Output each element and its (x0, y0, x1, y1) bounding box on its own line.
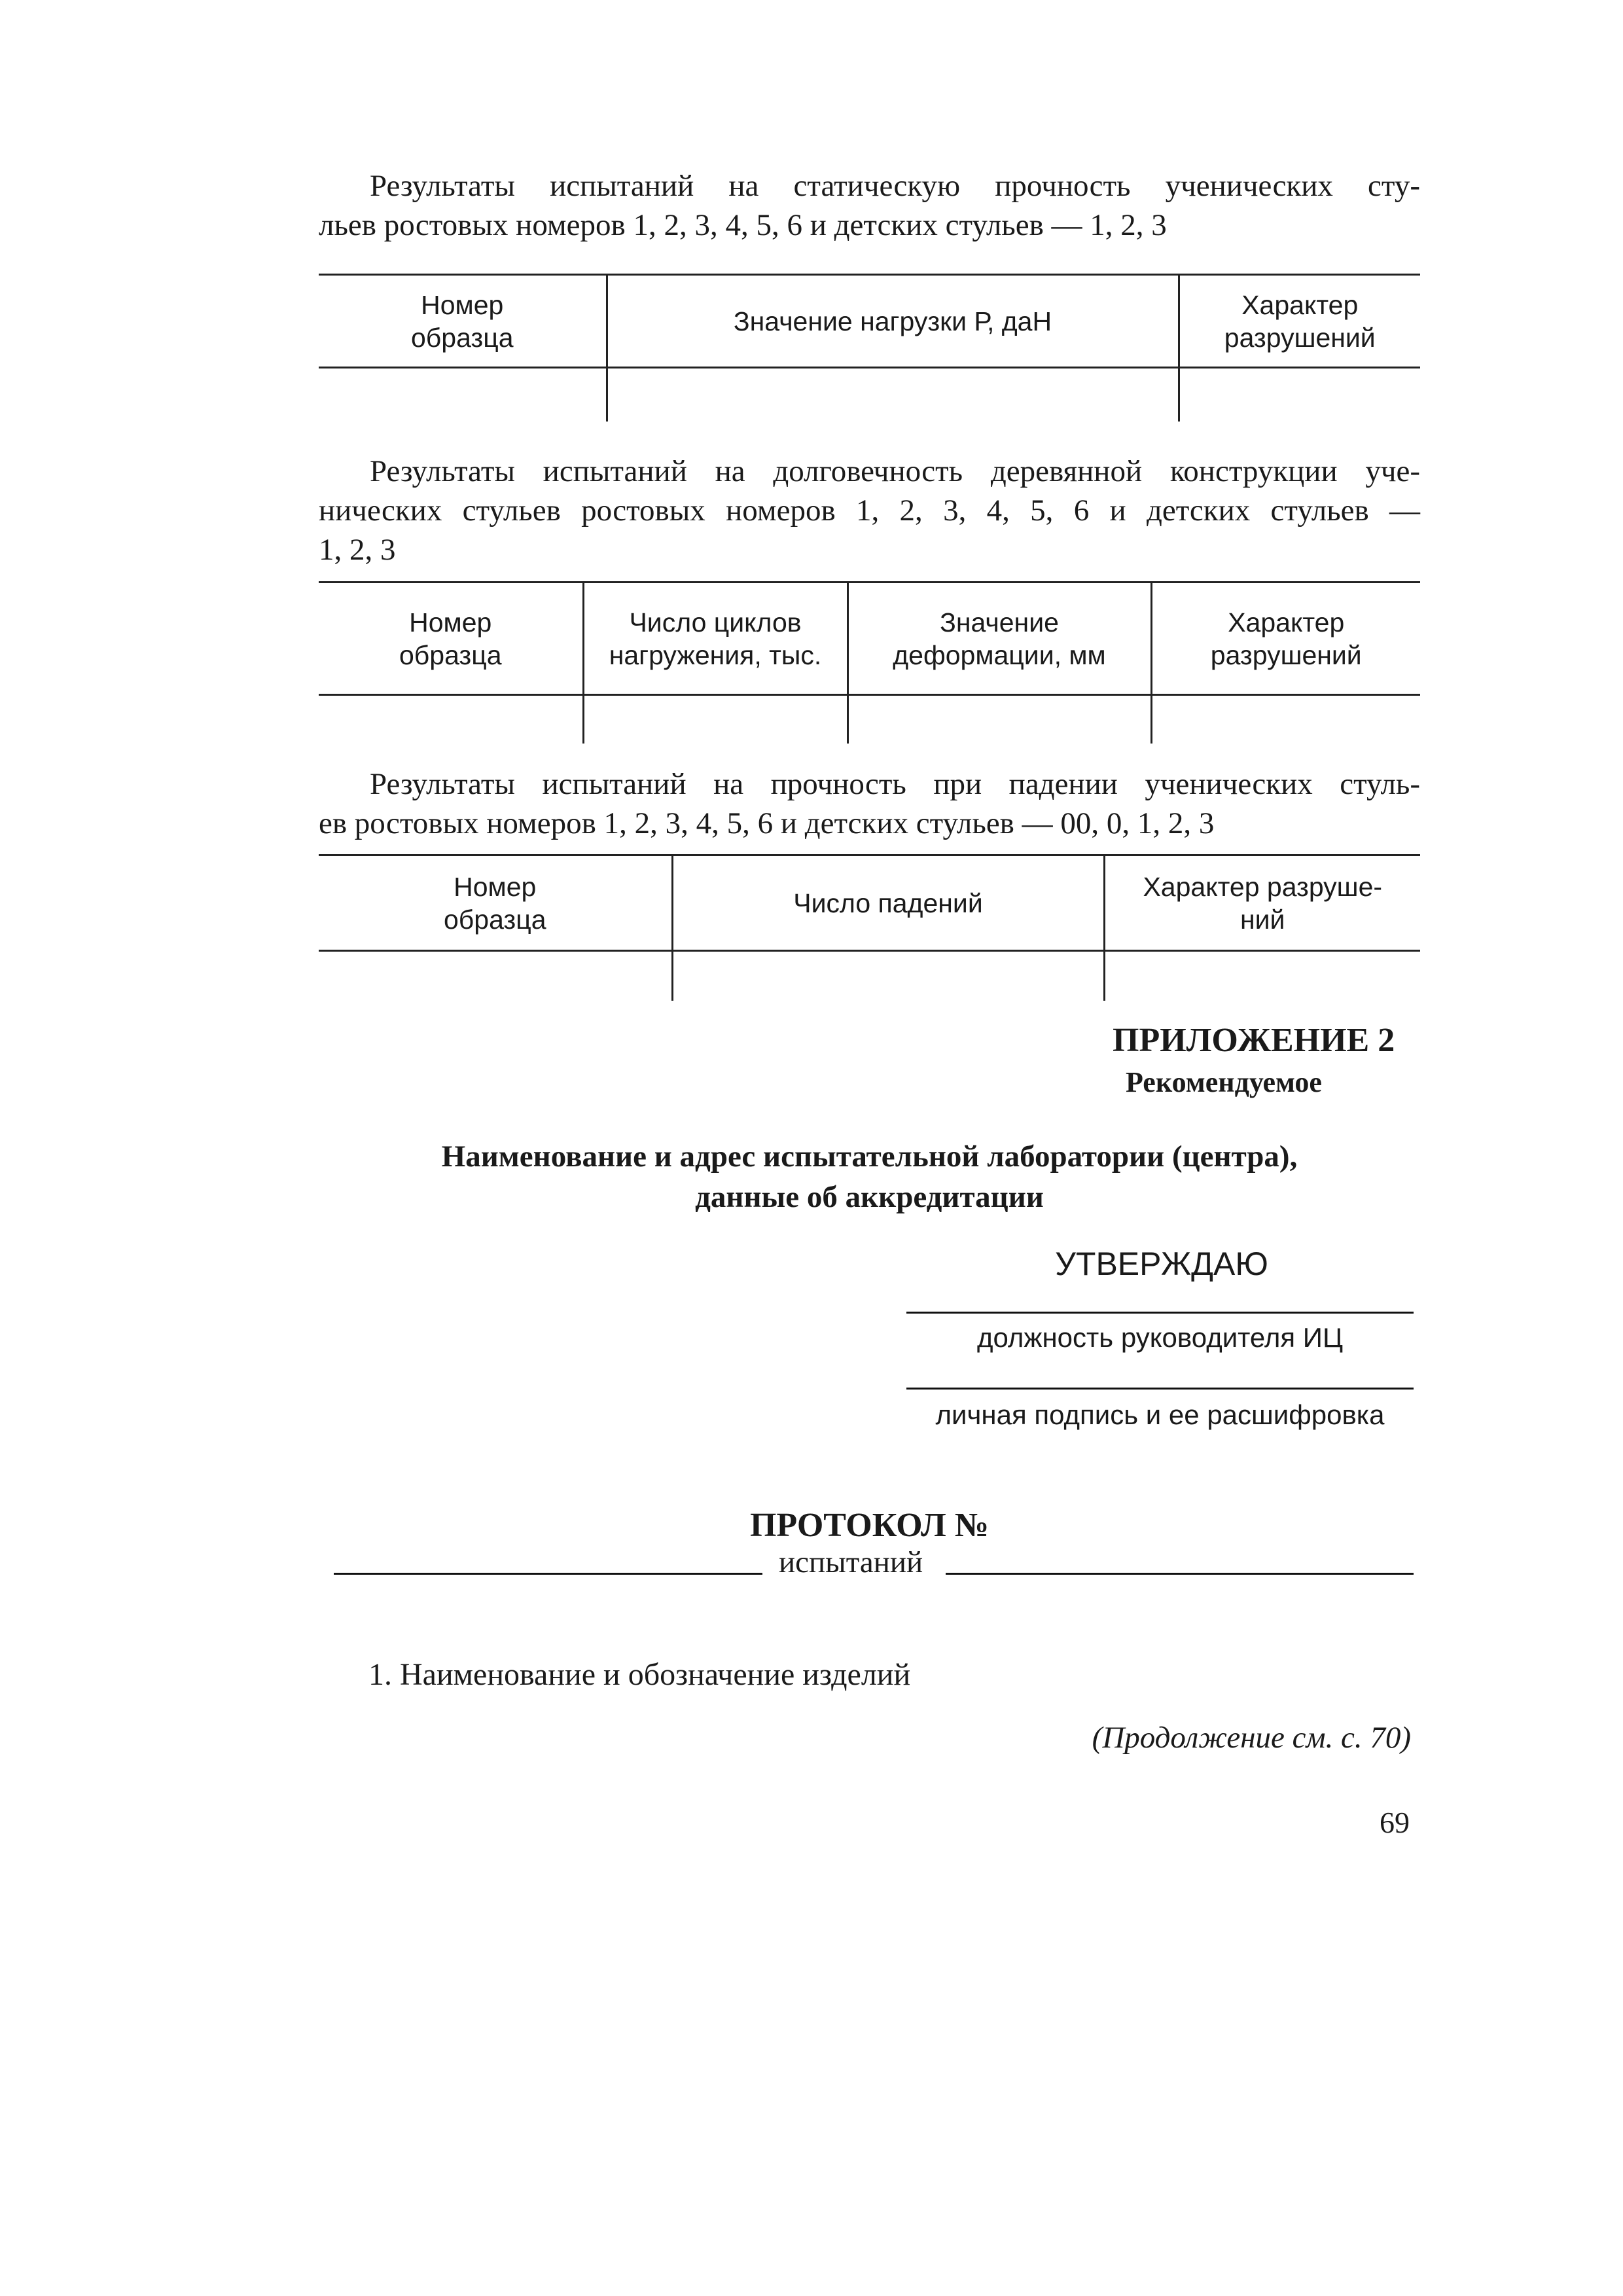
caption-line: льев ростовых номеров 1, 2, 3, 4, 5, 6 и детских стульев — 1, 2, 3 (319, 208, 1167, 242)
caption-line: нических стульев ростовых номеров 1, 2, 3, 4, 5, 6 и детских стульев — (319, 493, 1420, 528)
table2-caption (319, 452, 1420, 569)
table3-header-damage: Характер разруше- ний (1104, 855, 1420, 951)
position-caption: должность руководителя ИЦ (976, 1322, 1344, 1353)
signature-line (906, 1388, 1414, 1390)
appendix-title: ПРИЛОЖЕНИЕ 2 (1113, 1022, 1395, 1059)
caption-line: ев ростовых номеров 1, 2, 3, 4, 5, 6 и детских стульев — 00, 0, 1, 2, 3 (319, 806, 1215, 840)
caption-line: Результаты испытаний на статическую прочность ученических сту- (370, 169, 1420, 203)
table1-caption (319, 166, 1420, 245)
caption-line: Результаты испытаний на долговечность деревянной конструкции уче- (370, 454, 1420, 488)
table2-header-deformation: Значение деформации, мм (847, 583, 1151, 695)
table1-header-load: Значение нагрузки Р, даН (607, 275, 1179, 368)
table1-cell (607, 368, 1179, 422)
table3-header-sample: Номер образца (319, 855, 672, 951)
continuation-note: (Продолжение см. с. 70) (1092, 1721, 1411, 1755)
caption-line: Результаты испытаний на прочность при падении ученических стуль- (370, 767, 1420, 801)
table1-cell (319, 368, 607, 422)
protocol-tests-word: испытаний (779, 1545, 923, 1579)
lab-heading-line2: данные об аккредитации (695, 1180, 1044, 1214)
table1-cell (1179, 368, 1420, 422)
table2-cell (1151, 695, 1420, 744)
table3-cell (672, 951, 1104, 1001)
signature-caption: личная подпись и ее расшифровка (935, 1399, 1385, 1430)
table2-header-sample: Номер образца (319, 583, 583, 695)
lab-heading-line1: Наименование и адрес испытательной лаборатории (центра), (441, 1139, 1298, 1174)
protocol-title: ПРОТОКОЛ № (749, 1507, 990, 1544)
table1-static-strength (319, 274, 1420, 422)
position-signature-line (906, 1312, 1414, 1314)
table2-cell (583, 695, 847, 744)
table1-header-damage: Характер разрушений (1179, 275, 1420, 368)
item-1: 1. Наименование и обозначение изделий (368, 1657, 911, 1692)
table3-drop-strength (319, 854, 1420, 1001)
table2-cell (319, 695, 583, 744)
table2-header-damage: Характер разрушений (1151, 583, 1420, 695)
table2-cell (847, 695, 1151, 744)
protocol-blank-right (946, 1573, 1414, 1575)
table3-caption (319, 764, 1420, 843)
approval-word: УТВЕРЖДАЮ (1055, 1246, 1268, 1282)
table3-header-drops: Число падений (672, 855, 1104, 951)
table1-header-sample: Номер образца (319, 275, 607, 368)
table3-cell (319, 951, 672, 1001)
table2-durability (319, 581, 1420, 744)
table2-header-cycles: Число циклов нагружения, тыс. (583, 583, 847, 695)
protocol-blank-left (334, 1573, 762, 1575)
appendix-subtitle: Рекомендуемое (1126, 1066, 1322, 1098)
page-number: 69 (1380, 1806, 1410, 1839)
table3-cell (1104, 951, 1420, 1001)
caption-line: 1, 2, 3 (319, 533, 396, 567)
